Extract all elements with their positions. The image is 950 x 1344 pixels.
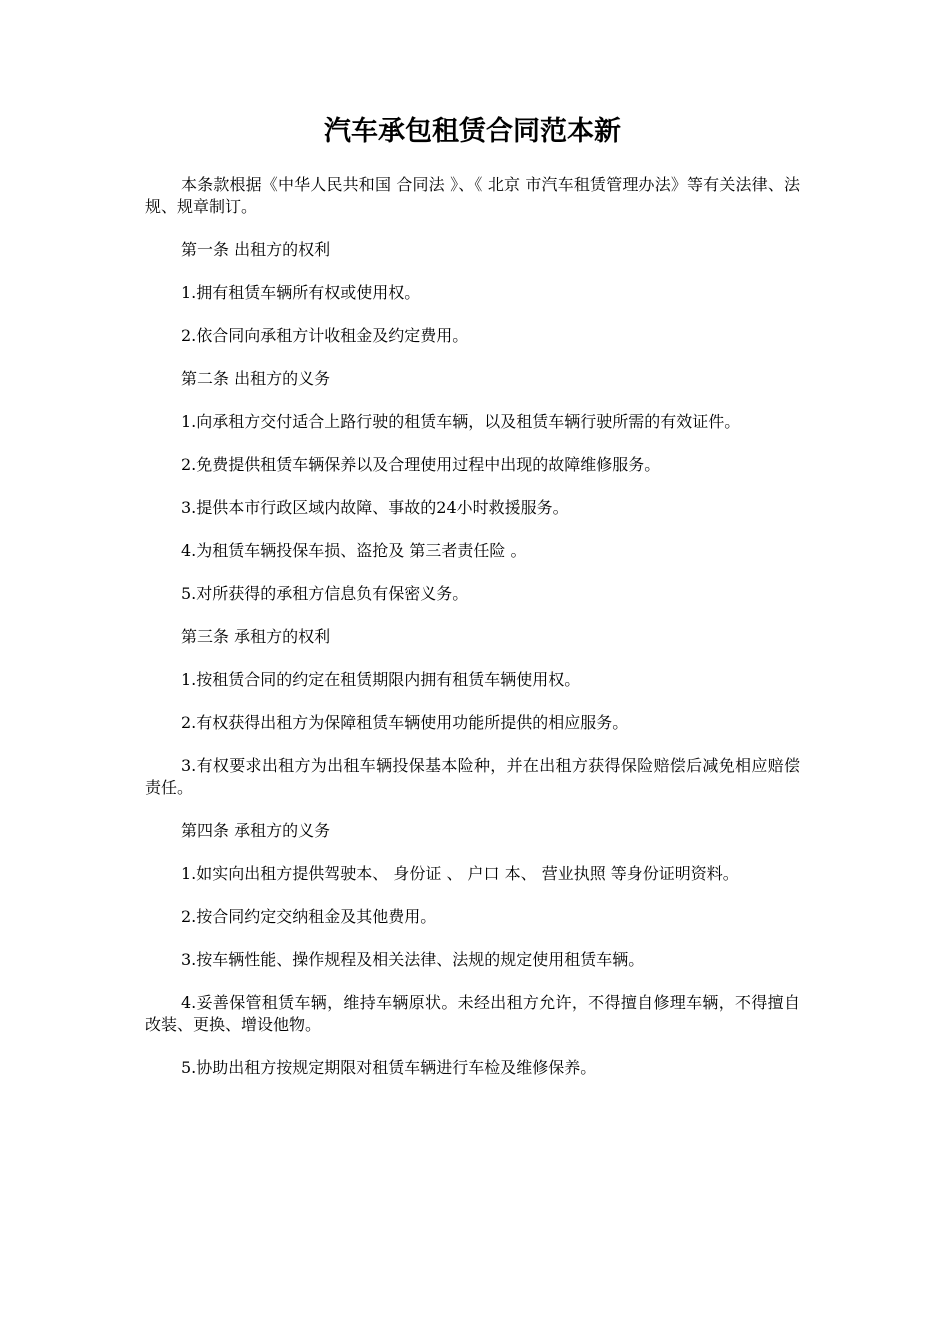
- article-2-item-4: 4.为租赁车辆投保车损、盗抢及 第三者责任险 。: [181, 541, 527, 560]
- article-4-item-1: 1.如实向出租方提供驾驶本、 身份证 、 户口 本、 营业执照 等身份证明资料。: [181, 864, 739, 883]
- article-1-item-1: 1.拥有租赁车辆所有权或使用权。: [181, 283, 421, 302]
- article-2-heading: 第二条 出租方的义务: [181, 369, 331, 388]
- article-3-item-3: 3.有权要求出租方为出租车辆投保基本险种，并在出租方获得保险赔偿后减免相应赔偿责任。: [145, 756, 800, 797]
- article-3-heading: 第三条 承租方的权利: [181, 627, 331, 646]
- article-1-heading: 第一条 出租方的权利: [181, 240, 331, 259]
- article-4-heading: 第四条 承租方的义务: [181, 821, 331, 840]
- article-1-item-2: 2.依合同向承租方计收租金及约定费用。: [181, 326, 469, 345]
- article-2-item-5: 5.对所获得的承租方信息负有保密义务。: [181, 584, 469, 603]
- article-4-item-5: 5.协助出租方按规定期限对租赁车辆进行车检及维修保养。: [181, 1058, 597, 1077]
- article-4-item-4: 4.妥善保管租赁车辆，维持车辆原状。未经出租方允许，不得擅自修理车辆，不得擅自改装、更换、增设他物。: [145, 993, 800, 1034]
- intro-paragraph: 本条款根据《中华人民共和国 合同法 》、《 北京 市汽车租赁管理办法》等有关法律、法规、规章制订。: [145, 175, 800, 216]
- article-4-item-3: 3.按车辆性能、操作规程及相关法律、法规的规定使用租赁车辆。: [181, 950, 645, 969]
- article-2-item-2: 2.免费提供租赁车辆保养以及合理使用过程中出现的故障维修服务。: [181, 455, 661, 474]
- article-3-item-2: 2.有权获得出租方为保障租赁车辆使用功能所提供的相应服务。: [181, 713, 629, 732]
- article-4-item-2: 2.按合同约定交纳租金及其他费用。: [181, 907, 437, 926]
- document-title: 汽车承包租赁合同范本新: [324, 116, 621, 147]
- article-2-item-1: 1.向承租方交付适合上路行驶的租赁车辆，以及租赁车辆行驶所需的有效证件。: [181, 412, 741, 431]
- document-page: [145, 112, 800, 1100]
- article-3-item-1: 1.按租赁合同的约定在租赁期限内拥有租赁车辆使用权。: [181, 670, 581, 689]
- article-2-item-3: 3.提供本市行政区域内故障、事故的24小时救援服务。: [181, 498, 569, 517]
